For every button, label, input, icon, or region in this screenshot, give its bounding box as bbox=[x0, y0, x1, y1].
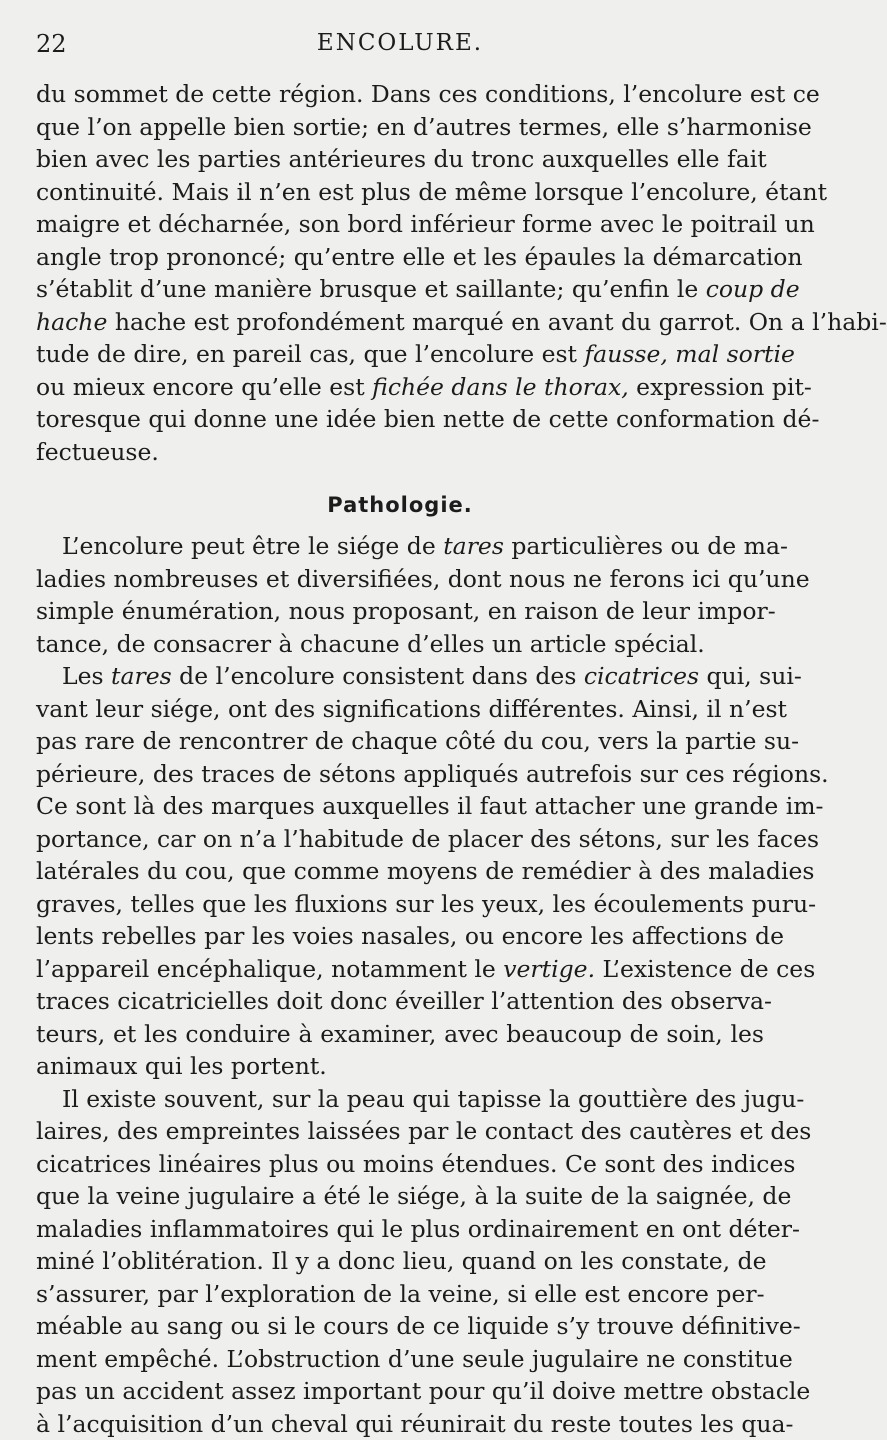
text-line: maladies inflammatoires qui le plus ordinairement en ont déter- bbox=[36, 1213, 764, 1246]
text-line: cicatrices linéaires plus ou moins étendues. Ce sont des indices bbox=[36, 1148, 764, 1181]
italic-term: cicatrices bbox=[584, 662, 699, 690]
italic-term: tares bbox=[111, 662, 172, 690]
italic-term: hache bbox=[36, 308, 107, 336]
text-span: L’encolure peut être le siége de bbox=[62, 532, 443, 560]
text-line: périeure, des traces de sétons appliqués autrefois sur ces régions. bbox=[36, 758, 764, 791]
text-line: angle trop prononcé; qu’entre elle et les épaules la démarcation bbox=[36, 241, 764, 274]
italic-term: fichée dans le thorax, bbox=[372, 373, 629, 401]
text-line bbox=[36, 530, 764, 563]
text-span: tude de dire, en pareil cas, que l’encolure est bbox=[36, 340, 584, 368]
text-line bbox=[36, 306, 764, 339]
body-text bbox=[36, 78, 764, 1440]
page-header bbox=[36, 30, 764, 60]
text-line: du sommet de cette région. Dans ces conditions, l’encolure est ce bbox=[36, 78, 764, 111]
text-line: traces cicatricielles doit donc éveiller l’attention des observa- bbox=[36, 985, 764, 1018]
text-line: que la veine jugulaire a été le siége, à la suite de la saignée, de bbox=[36, 1180, 764, 1213]
text-line bbox=[36, 660, 764, 693]
text-line: que l’on appelle bien sortie; en d’autres termes, elle s’harmonise bbox=[36, 111, 764, 144]
text-line: simple énumération, nous proposant, en raison de leur impor- bbox=[36, 595, 764, 628]
text-line: tance, de consacrer à chacune d’elles un article spécial. bbox=[36, 628, 764, 661]
italic-term: fausse, bbox=[584, 340, 667, 368]
text-line: pas un accident assez important pour qu’il doive mettre obstacle bbox=[36, 1375, 764, 1408]
running-head: ENCOLURE. bbox=[36, 30, 764, 56]
text-span bbox=[107, 308, 114, 336]
text-line: à l’acquisition d’un cheval qui réunirait du reste toutes les qua- bbox=[36, 1408, 764, 1440]
section-heading: Pathologie. bbox=[36, 480, 764, 530]
text-span: qui, sui- bbox=[699, 662, 802, 690]
text-line: s’assurer, par l’exploration de la veine, si elle est encore per- bbox=[36, 1278, 764, 1311]
text-line: Il existe souvent, sur la peau qui tapisse la gouttière des jugu- bbox=[36, 1083, 764, 1116]
text-line: pas rare de rencontrer de chaque côté du cou, vers la partie su- bbox=[36, 725, 764, 758]
text-line: bien avec les parties antérieures du tronc auxquelles elle fait bbox=[36, 143, 764, 176]
text-span: Les bbox=[62, 662, 111, 690]
text-line: lents rebelles par les voies nasales, ou encore les affections de bbox=[36, 920, 764, 953]
text-line: Ce sont là des marques auxquelles il faut attacher une grande im- bbox=[36, 790, 764, 823]
text-line: laires, des empreintes laissées par le contact des cautères et des bbox=[36, 1115, 764, 1148]
text-span: de l’encolure consistent dans des bbox=[172, 662, 584, 690]
italic-term: vertige. bbox=[503, 955, 595, 983]
page-number: 22 bbox=[36, 30, 67, 58]
text-span: L’existence de ces bbox=[595, 955, 815, 983]
text-line: toresque qui donne une idée bien nette de cette conformation dé- bbox=[36, 403, 764, 436]
text-line: graves, telles que les fluxions sur les yeux, les écoulements puru- bbox=[36, 888, 764, 921]
text-line: ment empêché. L’obstruction d’une seule jugulaire ne constitue bbox=[36, 1343, 764, 1376]
italic-term: tares bbox=[443, 532, 504, 560]
italic-term: mal sortie bbox=[668, 340, 795, 368]
text-line: ladies nombreuses et diversifiées, dont nous ne ferons ici qu’une bbox=[36, 563, 764, 596]
text-line: latérales du cou, que comme moyens de remédier à des maladies bbox=[36, 855, 764, 888]
text-line: portance, car on n’a l’habitude de placer des sétons, sur les faces bbox=[36, 823, 764, 856]
text-line: méable au sang ou si le cours de ce liquide s’y trouve définitive- bbox=[36, 1310, 764, 1343]
text-line: teurs, et les conduire à examiner, avec beaucoup de soin, les bbox=[36, 1018, 764, 1051]
italic-term: coup de bbox=[706, 275, 800, 303]
text-line: maigre et décharnée, son bord inférieur forme avec le poitrail un bbox=[36, 208, 764, 241]
text-span: ou mieux encore qu’elle est bbox=[36, 373, 372, 401]
text-line: fectueuse. bbox=[36, 436, 764, 469]
text-line: miné l’oblitération. Il y a donc lieu, quand on les constate, de bbox=[36, 1245, 764, 1278]
text-line: animaux qui les portent. bbox=[36, 1050, 764, 1083]
text-span: hache est profondément marqué en avant du garrot. On a l’habi- bbox=[115, 308, 887, 336]
text-line bbox=[36, 338, 764, 371]
text-line bbox=[36, 273, 764, 306]
text-line: continuité. Mais il n’en est plus de même lorsque l’encolure, étant bbox=[36, 176, 764, 209]
text-line: vant leur siége, ont des significations différentes. Ainsi, il n’est bbox=[36, 693, 764, 726]
text-line bbox=[36, 953, 764, 986]
text-span: expression pit- bbox=[629, 373, 812, 401]
text-span: particulières ou de ma- bbox=[504, 532, 788, 560]
text-span: s’établit d’une manière brusque et saillante; qu’enfin le bbox=[36, 275, 706, 303]
text-line bbox=[36, 371, 764, 404]
text-span: l’appareil encéphalique, notamment le bbox=[36, 955, 503, 983]
